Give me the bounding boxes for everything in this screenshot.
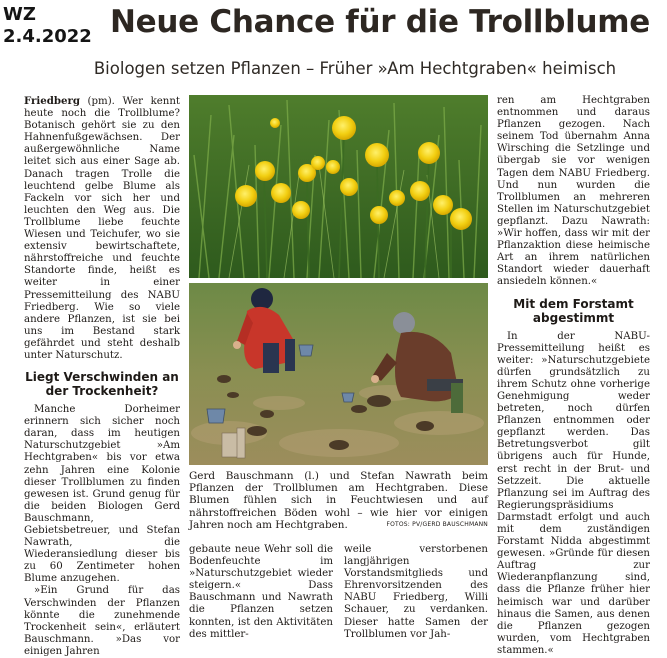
article-column-4	[497, 95, 650, 657]
photo-caption: Gerd Bauschmann (l.) und Stefan Nawrath beim Pflanzen der Trollblumen am Hechtgraben. Diese Blumen fühlen sich in Feuchtwiesen und auf nährstoffreichen Böden wohl – wie hier vor einigen Jahren noch am Hechtgraben.	[189, 470, 488, 531]
intertitle: Mit dem Forstamt abgestimmt	[513, 296, 634, 325]
intertitle: Liegt Verschwinden an der Trockenheit?	[25, 370, 179, 399]
source-paper: WZ	[3, 4, 36, 25]
photo-trollblume	[189, 95, 488, 278]
photo-planting	[189, 283, 488, 465]
paragraph: weile verstorbenen langjährigen Vorstandsmitglieds und Ehrenvorsitzenden des NABU Friedberg, Willi Schauer, zu verdanken. Dieser hatte Samen der Trollblumen vor Jah-	[344, 544, 488, 640]
paragraph: In der NABU-Pressemitteilung heißt es weiter: »Naturschutzgebiete dürfen grundsätzlich zu ihrem Schutz ohne vorherige Genehmigung weder betreten, noch dürfen Pflanzen entnommen oder gepflanzt werden. Das Betretungsverbot gilt übrigens auch für Hunde, erst recht in der Brut- und Setzzeit. Die aktuelle Pflanzung sei im Auftrag des Regierungspräsidiums Darmstadt erfolgt und auch mit dem zuständigen Forstamt Nidda abgestimmt gewesen. »Gründe für diesen Auftrag zur Wiederanpflanzung sind, dass die Pflanze früher hier heimisch war und darüber hinaus die Samen, aus denen die Pflanzen gezogen wurden, vom Hechtgraben stammen.«	[497, 330, 650, 656]
source-label	[3, 4, 92, 48]
photo-credit: FOTOS: PV/GERD BAUSCHMANN	[386, 521, 488, 528]
paragraph: Manche Dorheimer erinnern sich sicher noch daran, dass im heutigen Naturschutzgebiet »Am Hechtgraben« bis vor etwa zehn Jahren eine Kolonie dieser Trollblumen zu finden gewesen ist. Grund genug für die beiden Biologen Gerd Bauschmann, Gebietsbetreuer, und Stefan Nawrath, die Wiederansiedlung dieser bis zu 60 Zentimeter hohen Blume anzugehen.	[24, 404, 180, 585]
article-column-3	[344, 544, 488, 641]
article-column-2	[189, 544, 333, 641]
paragraph: gebaute neue Wehr soll die Bodenfeuchte im »Naturschutzgebiet wieder steigern.« Dass Bauschmann und Nawrath die Pflanzen setzen konnten, ist den Aktivitäten des mittler-	[189, 544, 333, 640]
paragraph: ren am Hechtgraben entnommen und daraus Pflanzen gezogen. Nach seinem Tod übernahm Anna Wirsching die Setzlinge und übergab sie vor wenigen Tagen dem NABU Friedberg. Und nun wurden die Trollblumen an mehreren Stellen im Naturschutzgebiet gepflanzt. Dazu Nawrath: »Wir hoffen, dass wir mit der Pflanzaktion diese heimische Art an ihrem natürlichen Standort wieder dauerhaft ansiedeln können.«	[497, 95, 650, 288]
dateline: Friedberg	[24, 95, 80, 107]
paragraph: »Ein Grund für das Verschwinden der Pflanzen könnte die zunehmende Trockenheit sein«, erläutert Bauschmann. »Das vor einigen Jahren	[24, 585, 180, 657]
source-date: 2.4.2022	[3, 26, 92, 47]
paragraph: (pm). Wer kennt heute noch die Trollblume? Botanisch gehört sie zu den Hahnenfußgewächsen. Der außergewöhnliche Name leitet sich aus einer Sage ab. Danach tragen Trolle die leuchtend gelbe Blume als Fackeln vor sich her und leuchten den Weg aus. Die Trollblume liebe feuchte Wiesen und Teichufer, wo sie extensiv bewirtschaftete, nährstoffreiche und feuchte Standorte finde, heißt es weiter in einer Pressemitteilung des NABU Friedberg. Wie so viele andere Pflanzen, ist sie bei uns im Bestand stark gefährdet und steht deshalb unter Naturschutz.	[24, 96, 180, 361]
subheadline: Biologen setzen Pflanzen – Früher »Am Hechtgraben« heimisch	[93, 59, 617, 78]
headline: Neue Chance für die Trollblume	[110, 4, 650, 40]
article-column-1	[24, 95, 180, 658]
